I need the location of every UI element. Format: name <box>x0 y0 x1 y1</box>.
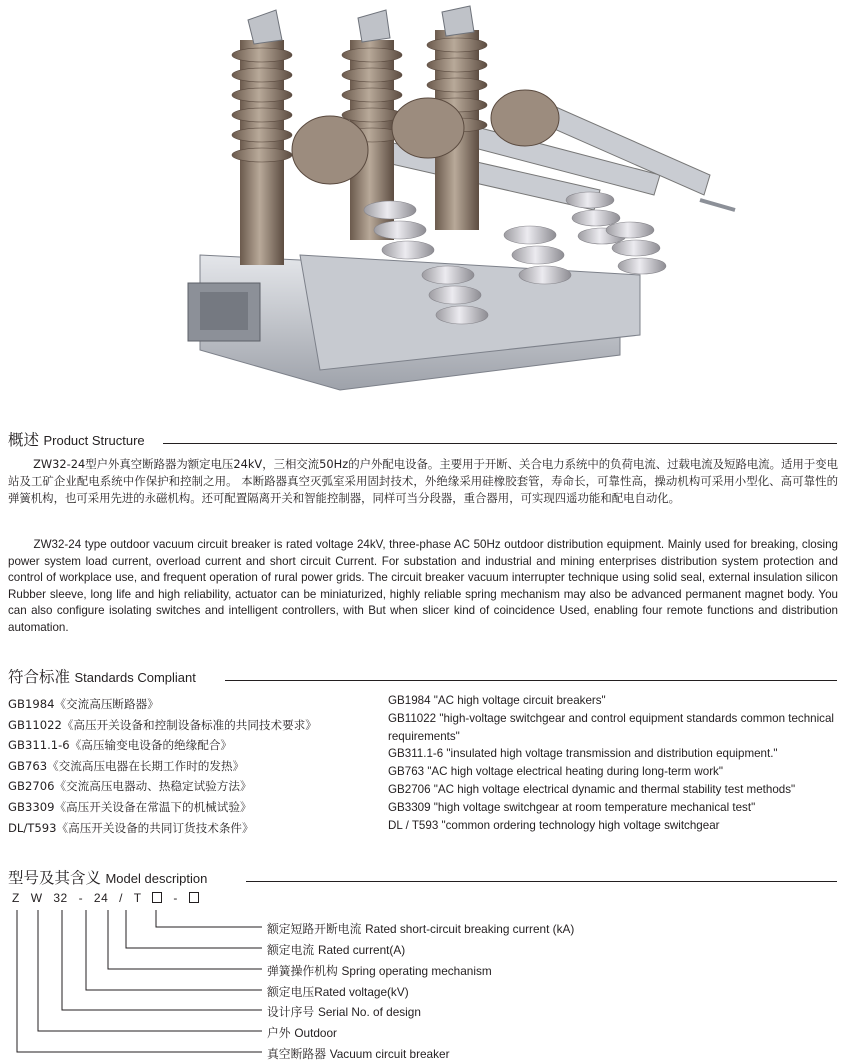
model-label-breaking-current <box>267 920 574 937</box>
section-title-zh: 型号及其含义 <box>8 869 102 887</box>
standards-list-zh <box>8 694 317 838</box>
leader-line-breaking-current <box>156 910 262 927</box>
standard-item: DL/T593《高压开关设备的共同订货技术条件》 <box>8 820 254 835</box>
standard-item: DL / T593 "common ordering technology high voltage switchgear <box>388 818 720 832</box>
section-title-zh: 符合标准 <box>8 668 71 686</box>
code-voltage: 24 <box>93 891 109 905</box>
model-label-rated-voltage <box>267 983 409 1000</box>
section-title-zh: 概述 <box>8 431 40 449</box>
model-label-en: Outdoor <box>294 1026 337 1040</box>
section-title-product-structure <box>8 428 145 450</box>
description-zh: ZW32-24型户外真空断路器为额定电压24kV，三相交流50Hz的户外配电设备。主要用于开断、关合电力系统中的负荷电流、过载电流及短路电流。适用于变电站及工矿企业配电系统中作保护和控制之用。 本断路器真空灭弧室采用固封技术，外绝缘采用硅橡胶套管，寿命长，可靠性高，操动机构可采用小型化、高可靠性的弹簧机构，也可采用先进的永磁机构。还可配置隔离开关和智能控制器，同样可当分段器，重合器用，可实现四遥功能和配电自动化。 <box>8 457 838 505</box>
standards-list-en <box>388 692 843 834</box>
model-label-zh: 户外 <box>267 1026 291 1040</box>
standard-item: GB311.1-6《高压输变电设备的绝缘配合》 <box>8 738 233 753</box>
model-label-zh: 真空断路器 <box>267 1047 326 1061</box>
section-title-en: Product Structure <box>43 433 145 448</box>
standard-item: GB311.1-6 "insulated high voltage transmission and distribution equipment." <box>388 747 778 761</box>
section-rule <box>246 881 837 882</box>
model-label-en: Rated current(A) <box>317 943 406 957</box>
code-design-no: 32 <box>53 891 68 905</box>
code-z: Z <box>12 891 20 905</box>
standard-item: GB763《交流高压电器在长期工作时的发热》 <box>8 758 245 773</box>
standard-item: GB11022 "high-voltage switchgear and control equipment standards common technical requirements" <box>388 711 835 743</box>
leader-line-voltage <box>86 910 262 990</box>
standard-item: GB2706《交流高压电器动、热稳定试验方法》 <box>8 779 252 794</box>
leader-line-spring <box>108 910 262 969</box>
code-t: T <box>133 891 142 905</box>
description-en: ZW32-24 type outdoor vacuum circuit breaker is rated voltage 24kV, three-phase AC 50Hz outdoor distribution equipment. Mainly used for breaking, closing power system load current, overload current and short circuit Current. For substation and industrial and mining enterprises distribution system protection and control of workplace use, and frequent operation of rural power grids. The circuit breaker vacuum interrupter technique using solid seal, external insulation silicon Rubber sleeve, long life and high reliability, actuator can be miniaturized, highly reliable spring mechanism may also be advanced permanent magnet body. You can also configure isolating switches and intelligent controllers, with But when slicer kind of coincidence Used, enabling four remote functions and distribution automation. <box>8 538 838 634</box>
leader-line-rated-current <box>126 910 262 948</box>
model-label-en: Serial No. of design <box>317 1005 421 1019</box>
model-label-vacuum-breaker <box>267 1045 450 1062</box>
section-title-en: Model description <box>105 871 208 886</box>
section-title-en: Standards Compliant <box>74 670 196 685</box>
model-label-zh: 额定短路开断电流 <box>267 922 362 936</box>
standard-item: GB2706 "AC high voltage electrical dynamic and thermal stability test methods" <box>388 782 796 796</box>
standard-item: GB1984《交流高压断路器》 <box>8 697 159 711</box>
model-label-en: Vacuum circuit breaker <box>329 1047 450 1061</box>
standard-item: GB763 "AC high voltage electrical heating during long-term work" <box>388 765 723 779</box>
section-rule <box>163 443 837 444</box>
standard-item: GB1984 "AC high voltage circuit breakers" <box>388 694 606 707</box>
model-label-en: Spring operating mechanism <box>341 964 492 978</box>
standard-item: GB3309《高压开关设备在常温下的机械试验》 <box>8 799 252 814</box>
model-label-zh: 额定电压 <box>267 985 315 999</box>
section-rule <box>225 680 837 681</box>
model-label-en: Rated short-circuit breaking current (kA) <box>365 922 575 936</box>
standard-item: GB11022《高压开关设备和控制设备标准的共同技术要求》 <box>8 717 317 732</box>
standard-item: GB3309 "high voltage switchgear at room temperature mechanical test" <box>388 800 756 814</box>
model-label-rated-current <box>267 941 405 958</box>
model-label-outdoor <box>267 1024 337 1041</box>
model-label-design-serial <box>267 1003 421 1020</box>
leader-line-outdoor <box>38 910 262 1031</box>
leader-line-design-no <box>62 910 262 1010</box>
model-label-zh: 弹簧操作机构 <box>267 964 338 978</box>
section-title-model <box>8 866 207 888</box>
model-label-spring-mechanism <box>267 962 492 979</box>
model-label-en: Rated voltage(kV) <box>314 985 409 999</box>
model-label-zh: 设计序号 <box>267 1005 315 1019</box>
code-w: W <box>30 891 43 905</box>
code-dash: - <box>78 891 84 905</box>
code-dash: - <box>173 891 178 905</box>
code-slash: / <box>119 891 123 905</box>
model-label-zh: 额定电流 <box>267 943 315 957</box>
product-photo <box>180 0 740 392</box>
section-title-standards <box>8 665 196 687</box>
